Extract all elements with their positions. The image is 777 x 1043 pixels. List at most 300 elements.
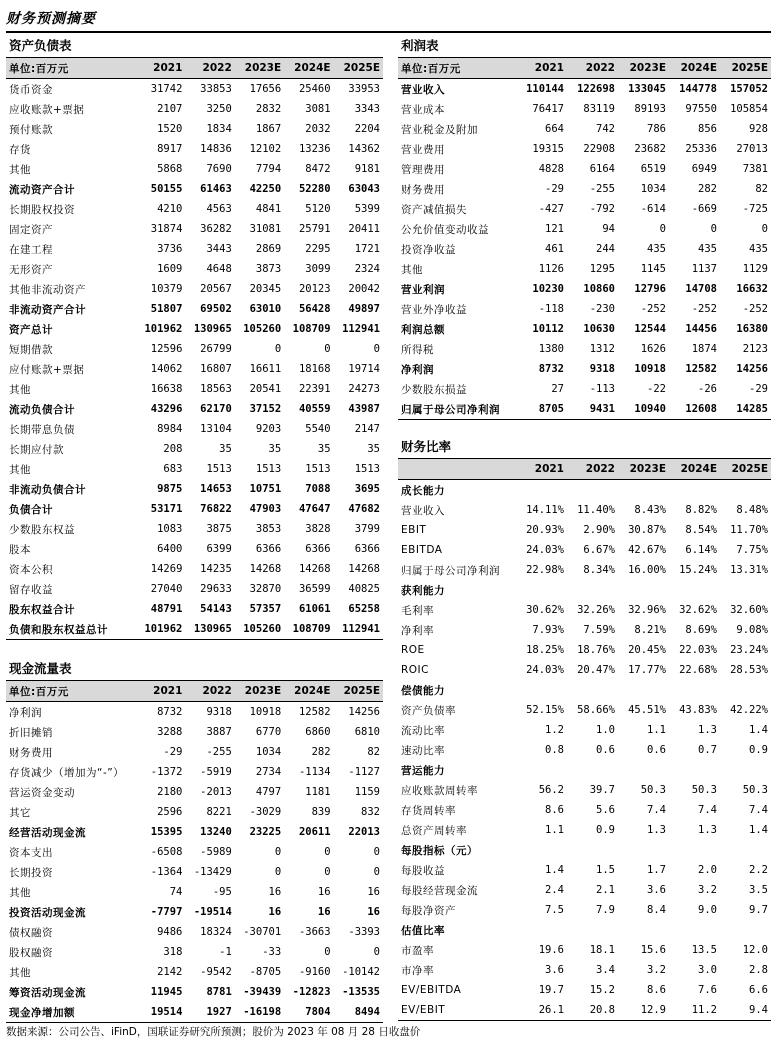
row-label: 存货 bbox=[9, 143, 31, 156]
page-title: 财务预测摘要 bbox=[6, 11, 96, 27]
row-label: 长期应付款 bbox=[9, 443, 64, 456]
table-row bbox=[398, 720, 771, 740]
row-value: -118 bbox=[538, 303, 564, 315]
row-value: -1364 bbox=[150, 866, 183, 878]
row-value: 52.15% bbox=[526, 704, 564, 716]
row-label: 资本公积 bbox=[9, 563, 53, 576]
row-value: 9318 bbox=[589, 363, 615, 375]
title-divider bbox=[6, 31, 771, 33]
row-value bbox=[669, 920, 720, 940]
row-label: 长期带息负债 bbox=[9, 423, 75, 436]
row-value: 36599 bbox=[298, 583, 331, 595]
row-value: 8.6 bbox=[647, 984, 666, 996]
row-label: 经营活动现金流 bbox=[9, 826, 86, 839]
row-value: 786 bbox=[647, 123, 666, 135]
row-label: 营业收入 bbox=[401, 83, 445, 96]
row-value: 6860 bbox=[305, 726, 331, 738]
row-value: 6366 bbox=[255, 543, 282, 555]
row-value: 14836 bbox=[200, 143, 232, 155]
row-value: 94 bbox=[602, 223, 615, 235]
row-value: 22013 bbox=[348, 826, 380, 838]
row-value: 8.54% bbox=[685, 524, 717, 536]
row-label: 资产总计 bbox=[9, 323, 53, 336]
row-value: 11.40% bbox=[577, 504, 615, 516]
row-value: 15.24% bbox=[679, 564, 717, 576]
row-value: 8.69% bbox=[685, 624, 717, 636]
row-value: 82 bbox=[755, 183, 768, 195]
row-value: 23225 bbox=[249, 826, 282, 838]
row-value: 0.6 bbox=[596, 744, 615, 756]
table-row bbox=[6, 762, 383, 782]
row-label: 营业税金及附加 bbox=[401, 123, 478, 136]
row-value: -39439 bbox=[243, 986, 282, 998]
row-value: 56.2 bbox=[538, 784, 564, 796]
row-value: 3736 bbox=[157, 243, 183, 255]
row-value: 12.0 bbox=[742, 944, 768, 956]
row-label: 财务费用 bbox=[401, 183, 445, 196]
table-header-row bbox=[398, 459, 771, 480]
row-value bbox=[516, 480, 567, 501]
row-value: 0.8 bbox=[545, 744, 564, 756]
row-value: -22 bbox=[647, 383, 666, 395]
row-value: 1034 bbox=[640, 183, 666, 195]
row-value: 3.2 bbox=[698, 884, 717, 896]
header-year: 2024E bbox=[669, 58, 720, 79]
row-label: 负债和股东权益总计 bbox=[9, 623, 108, 636]
table-row bbox=[6, 119, 383, 139]
row-label: 营业外净收益 bbox=[401, 303, 467, 316]
row-value: 8781 bbox=[206, 986, 232, 998]
row-value: 10860 bbox=[583, 283, 615, 295]
row-label: 现金净增加额 bbox=[9, 1006, 75, 1019]
row-value: 89193 bbox=[634, 103, 666, 115]
row-value: 16638 bbox=[150, 383, 183, 395]
row-value: 26799 bbox=[200, 343, 232, 355]
row-value: 29633 bbox=[200, 583, 232, 595]
row-value: 6164 bbox=[589, 163, 615, 175]
row-value: 20.8 bbox=[589, 1004, 615, 1016]
table-row bbox=[398, 99, 771, 119]
cash-flow-title: 现金流量表 bbox=[9, 661, 72, 676]
header-year: 2023E bbox=[618, 459, 669, 480]
row-value: 27 bbox=[551, 383, 564, 395]
row-value: 20042 bbox=[348, 283, 380, 295]
row-value: 35 bbox=[317, 443, 331, 455]
row-value: 1.5 bbox=[596, 864, 615, 876]
row-label: 应收账款周转率 bbox=[401, 784, 478, 797]
table-row bbox=[6, 722, 383, 742]
row-value: 19514 bbox=[150, 1006, 183, 1018]
row-value: 13.5 bbox=[691, 944, 717, 956]
table-row bbox=[6, 239, 383, 259]
table-row bbox=[6, 459, 383, 479]
row-label: 其他 bbox=[9, 886, 31, 899]
row-value: 31742 bbox=[150, 83, 183, 95]
table-row bbox=[398, 840, 771, 860]
row-value: 13.31% bbox=[730, 564, 768, 576]
row-value: 110144 bbox=[526, 83, 564, 95]
table-row bbox=[6, 159, 383, 179]
header-year: 2024E bbox=[669, 459, 720, 480]
row-value: 2596 bbox=[157, 806, 183, 818]
row-value: 65258 bbox=[348, 603, 380, 615]
row-value: 10940 bbox=[634, 403, 666, 415]
row-value bbox=[720, 580, 771, 600]
row-value: -13535 bbox=[342, 986, 380, 998]
row-value: 6.6 bbox=[749, 984, 768, 996]
table-row bbox=[6, 139, 383, 159]
row-value: 9318 bbox=[206, 706, 232, 718]
row-value: -2013 bbox=[200, 786, 232, 798]
row-value: 43296 bbox=[150, 403, 183, 415]
row-value: -29 bbox=[545, 183, 564, 195]
row-label: 归属于母公司净利润 bbox=[401, 403, 500, 416]
table-row bbox=[398, 880, 771, 900]
row-value: -725 bbox=[742, 203, 768, 215]
row-value: 26.1 bbox=[538, 1004, 564, 1016]
row-value: 13104 bbox=[200, 423, 232, 435]
header-year: 2022 bbox=[185, 58, 234, 79]
row-label: 折旧摊销 bbox=[9, 726, 53, 739]
header-year: 2021 bbox=[136, 681, 185, 702]
row-value: 18563 bbox=[200, 383, 232, 395]
row-value: 3081 bbox=[305, 103, 331, 115]
row-value: 18.25% bbox=[526, 644, 564, 656]
row-value bbox=[720, 840, 771, 860]
table-row bbox=[6, 702, 383, 723]
row-value: 45.51% bbox=[628, 704, 666, 716]
table-header-row bbox=[6, 58, 383, 79]
row-label: 每股指标（元） bbox=[401, 844, 478, 857]
row-value: 16380 bbox=[736, 323, 768, 335]
table-row bbox=[6, 782, 383, 802]
row-value: 10379 bbox=[150, 283, 183, 295]
row-value: 101962 bbox=[144, 323, 183, 335]
row-value: 8.4 bbox=[647, 904, 666, 916]
row-value: 0.6 bbox=[647, 744, 666, 756]
row-value: -255 bbox=[589, 183, 615, 195]
row-value: 10751 bbox=[249, 483, 282, 495]
header-year: 2023E bbox=[235, 681, 284, 702]
row-value: 14268 bbox=[298, 563, 331, 575]
row-value: 1513 bbox=[354, 463, 380, 475]
row-value: 0 bbox=[324, 846, 331, 858]
row-value: 9431 bbox=[589, 403, 615, 415]
row-label: 货币资金 bbox=[9, 83, 53, 96]
row-value: 2.2 bbox=[749, 864, 768, 876]
row-value: 1.4 bbox=[545, 864, 564, 876]
row-label: 其它 bbox=[9, 806, 31, 819]
row-value: 101962 bbox=[144, 623, 183, 635]
row-value: 14268 bbox=[348, 563, 380, 575]
table-row bbox=[398, 640, 771, 660]
table-row bbox=[6, 559, 383, 579]
row-value: 1834 bbox=[206, 123, 232, 135]
row-value: 22.98% bbox=[526, 564, 564, 576]
row-label: 应付账款+票据 bbox=[9, 363, 85, 376]
row-value: -6508 bbox=[150, 846, 183, 858]
table-row bbox=[398, 500, 771, 520]
row-value: 9203 bbox=[255, 423, 282, 435]
row-value: 1.7 bbox=[647, 864, 666, 876]
row-label: 市盈率 bbox=[401, 944, 434, 957]
row-value: 1.1 bbox=[647, 724, 666, 736]
header-year: 2025E bbox=[334, 58, 383, 79]
row-value: 8.82% bbox=[685, 504, 717, 516]
row-value: 2.1 bbox=[596, 884, 615, 896]
row-value: -9160 bbox=[298, 966, 331, 978]
row-value: 3250 bbox=[206, 103, 232, 115]
row-value: 1626 bbox=[640, 343, 666, 355]
row-value: 4841 bbox=[255, 203, 282, 215]
header-year: 2021 bbox=[516, 459, 567, 480]
row-value: 3099 bbox=[305, 263, 331, 275]
row-value: 69502 bbox=[200, 303, 232, 315]
row-value: 6399 bbox=[206, 543, 232, 555]
row-label: 每股收益 bbox=[401, 864, 445, 877]
header-year: 2023E bbox=[618, 58, 669, 79]
row-value: 16611 bbox=[249, 363, 282, 375]
row-value: 8.48% bbox=[736, 504, 768, 516]
row-value: 58.66% bbox=[577, 704, 615, 716]
table-row bbox=[6, 599, 383, 619]
table-row bbox=[398, 139, 771, 159]
table-row bbox=[6, 619, 383, 640]
row-value: 7.75% bbox=[736, 544, 768, 556]
row-label: 获利能力 bbox=[401, 584, 445, 597]
row-label: 毛利率 bbox=[401, 604, 434, 617]
row-value: 39.7 bbox=[589, 784, 615, 796]
table-row bbox=[6, 519, 383, 539]
row-value: 1126 bbox=[538, 263, 564, 275]
row-value: 15395 bbox=[150, 826, 183, 838]
row-value: 7088 bbox=[305, 483, 331, 495]
row-value: -5919 bbox=[200, 766, 232, 778]
row-value: 3.6 bbox=[647, 884, 666, 896]
row-value: 0 bbox=[710, 223, 717, 235]
row-label: 营运资金变动 bbox=[9, 786, 75, 799]
row-value: 1145 bbox=[640, 263, 666, 275]
table-row bbox=[398, 319, 771, 339]
row-value: 16632 bbox=[736, 283, 768, 295]
row-value bbox=[618, 760, 669, 780]
row-label: 每股经营现金流 bbox=[401, 884, 478, 897]
table-header-row bbox=[398, 58, 771, 79]
row-value: 6366 bbox=[354, 543, 380, 555]
row-value: 57357 bbox=[249, 603, 282, 615]
table-row bbox=[6, 359, 383, 379]
ratios-title: 财务比率 bbox=[401, 439, 452, 454]
table-row bbox=[6, 399, 383, 419]
row-value: 3887 bbox=[206, 726, 232, 738]
row-value: -792 bbox=[589, 203, 615, 215]
row-value: 12608 bbox=[685, 403, 717, 415]
header-unit: 单位:百万元 bbox=[398, 58, 516, 79]
row-value: 0.7 bbox=[698, 744, 717, 756]
row-value: 32.62% bbox=[679, 604, 717, 616]
table-row bbox=[6, 439, 383, 459]
table-row bbox=[6, 259, 383, 279]
row-value: 10112 bbox=[532, 323, 564, 335]
row-value: 1083 bbox=[157, 523, 183, 535]
row-value: 42.67% bbox=[628, 544, 666, 556]
row-value: 50.3 bbox=[691, 784, 717, 796]
row-value: 14269 bbox=[150, 563, 183, 575]
row-value: 8.43% bbox=[634, 504, 666, 516]
header-unit: 单位:百万元 bbox=[6, 681, 136, 702]
row-value: 7804 bbox=[305, 1006, 331, 1018]
header-year: 2022 bbox=[185, 681, 234, 702]
row-value: 40559 bbox=[298, 403, 331, 415]
row-value: -1134 bbox=[298, 766, 331, 778]
row-value: 2.4 bbox=[545, 884, 564, 896]
row-value: 318 bbox=[163, 946, 183, 958]
row-label: 负债合计 bbox=[9, 503, 53, 516]
table-row bbox=[6, 942, 383, 962]
row-value: 1867 bbox=[255, 123, 282, 135]
row-value: 6400 bbox=[157, 543, 183, 555]
row-value: 10230 bbox=[532, 283, 564, 295]
table-row bbox=[6, 539, 383, 559]
row-value: 7.59% bbox=[583, 624, 615, 636]
income-statement-title: 利润表 bbox=[401, 38, 439, 53]
row-value: 3.5 bbox=[749, 884, 768, 896]
row-value: 53171 bbox=[150, 503, 183, 515]
row-label: 投资活动现金流 bbox=[9, 906, 86, 919]
table-row bbox=[6, 902, 383, 922]
row-value: 0.9 bbox=[749, 744, 768, 756]
row-value bbox=[669, 580, 720, 600]
row-value: 19.6 bbox=[538, 944, 564, 956]
row-value: -19514 bbox=[193, 906, 232, 918]
row-value: 1312 bbox=[589, 343, 615, 355]
table-row bbox=[6, 822, 383, 842]
row-value: 20541 bbox=[249, 383, 282, 395]
row-value: 3799 bbox=[354, 523, 380, 535]
row-label: 少数股东权益 bbox=[9, 523, 75, 536]
table-row bbox=[6, 179, 383, 199]
table-row bbox=[6, 299, 383, 319]
row-label: EV/EBIT bbox=[401, 1004, 446, 1016]
row-value: 8.21% bbox=[634, 624, 666, 636]
row-value: 32.96% bbox=[628, 604, 666, 616]
balance-sheet-title: 资产负债表 bbox=[9, 38, 72, 53]
table-row bbox=[398, 259, 771, 279]
row-value: 16 bbox=[268, 906, 282, 918]
row-value: 6.67% bbox=[583, 544, 615, 556]
table-row bbox=[398, 680, 771, 700]
row-label: 偿债能力 bbox=[401, 684, 445, 697]
row-value: 461 bbox=[545, 243, 564, 255]
row-value: 742 bbox=[596, 123, 615, 135]
table-row bbox=[6, 802, 383, 822]
row-value: 3853 bbox=[255, 523, 282, 535]
row-value: 9.08% bbox=[736, 624, 768, 636]
row-value: 0 bbox=[373, 866, 380, 878]
row-value: 14235 bbox=[200, 563, 232, 575]
ratios-section bbox=[398, 436, 771, 1021]
row-value: 37152 bbox=[249, 403, 282, 415]
row-value: 76417 bbox=[532, 103, 564, 115]
table-row bbox=[398, 600, 771, 620]
row-value: 7794 bbox=[255, 163, 282, 175]
row-value: 51807 bbox=[150, 303, 183, 315]
row-value: 839 bbox=[311, 806, 331, 818]
row-value: 1181 bbox=[305, 786, 331, 798]
row-value: -669 bbox=[691, 203, 717, 215]
row-value: 14456 bbox=[685, 323, 717, 335]
row-value: 8984 bbox=[157, 423, 183, 435]
row-value: 105260 bbox=[243, 623, 282, 635]
row-label: 每股净资产 bbox=[401, 904, 456, 917]
row-value bbox=[618, 680, 669, 700]
row-value: 63010 bbox=[249, 303, 282, 315]
row-value: 12582 bbox=[685, 363, 717, 375]
row-value: 83119 bbox=[583, 103, 615, 115]
row-value: 43987 bbox=[348, 403, 380, 415]
row-value bbox=[669, 840, 720, 860]
row-value: 928 bbox=[749, 123, 768, 135]
row-label: 固定资产 bbox=[9, 223, 53, 236]
row-value: 25460 bbox=[298, 83, 331, 95]
header-year: 2021 bbox=[136, 58, 185, 79]
row-value: 20.93% bbox=[526, 524, 564, 536]
table-row bbox=[398, 359, 771, 379]
row-value: 130965 bbox=[193, 323, 232, 335]
row-label: 管理费用 bbox=[401, 163, 445, 176]
table-row bbox=[398, 960, 771, 980]
row-value: 27013 bbox=[736, 143, 768, 155]
table-row bbox=[398, 79, 771, 100]
row-value: 2734 bbox=[255, 766, 282, 778]
row-label: 其他 bbox=[9, 463, 31, 476]
row-value: 2.0 bbox=[698, 864, 717, 876]
row-label: EBITDA bbox=[401, 544, 443, 556]
row-value: 1874 bbox=[691, 343, 717, 355]
row-value: 56428 bbox=[298, 303, 331, 315]
row-label: 市净率 bbox=[401, 964, 434, 977]
header-unit bbox=[398, 459, 516, 480]
row-value: -1372 bbox=[150, 766, 183, 778]
table-row bbox=[398, 940, 771, 960]
row-label: 归属于母公司净利润 bbox=[401, 564, 500, 577]
row-value: 22908 bbox=[583, 143, 615, 155]
row-value: 1129 bbox=[742, 263, 768, 275]
row-value: 2324 bbox=[354, 263, 380, 275]
row-value bbox=[567, 680, 618, 700]
row-value: 2123 bbox=[742, 343, 768, 355]
row-value: 28.53% bbox=[730, 664, 768, 676]
row-value: 683 bbox=[163, 463, 183, 475]
row-value: 14653 bbox=[200, 483, 232, 495]
row-value: 105260 bbox=[243, 323, 282, 335]
row-value: 1295 bbox=[589, 263, 615, 275]
row-value: 3.0 bbox=[698, 964, 717, 976]
row-value: 7381 bbox=[742, 163, 768, 175]
row-value: 3343 bbox=[354, 103, 380, 115]
row-value: -95 bbox=[212, 886, 232, 898]
table-row bbox=[398, 199, 771, 219]
row-value: 14256 bbox=[348, 706, 380, 718]
row-value: 664 bbox=[545, 123, 564, 135]
row-label: 投资净收益 bbox=[401, 243, 456, 256]
row-value: 18168 bbox=[298, 363, 331, 375]
row-value: 18324 bbox=[200, 926, 232, 938]
row-value: 15.2 bbox=[589, 984, 615, 996]
row-value: 1380 bbox=[538, 343, 564, 355]
row-value: 121 bbox=[545, 223, 564, 235]
row-value: 48791 bbox=[150, 603, 183, 615]
